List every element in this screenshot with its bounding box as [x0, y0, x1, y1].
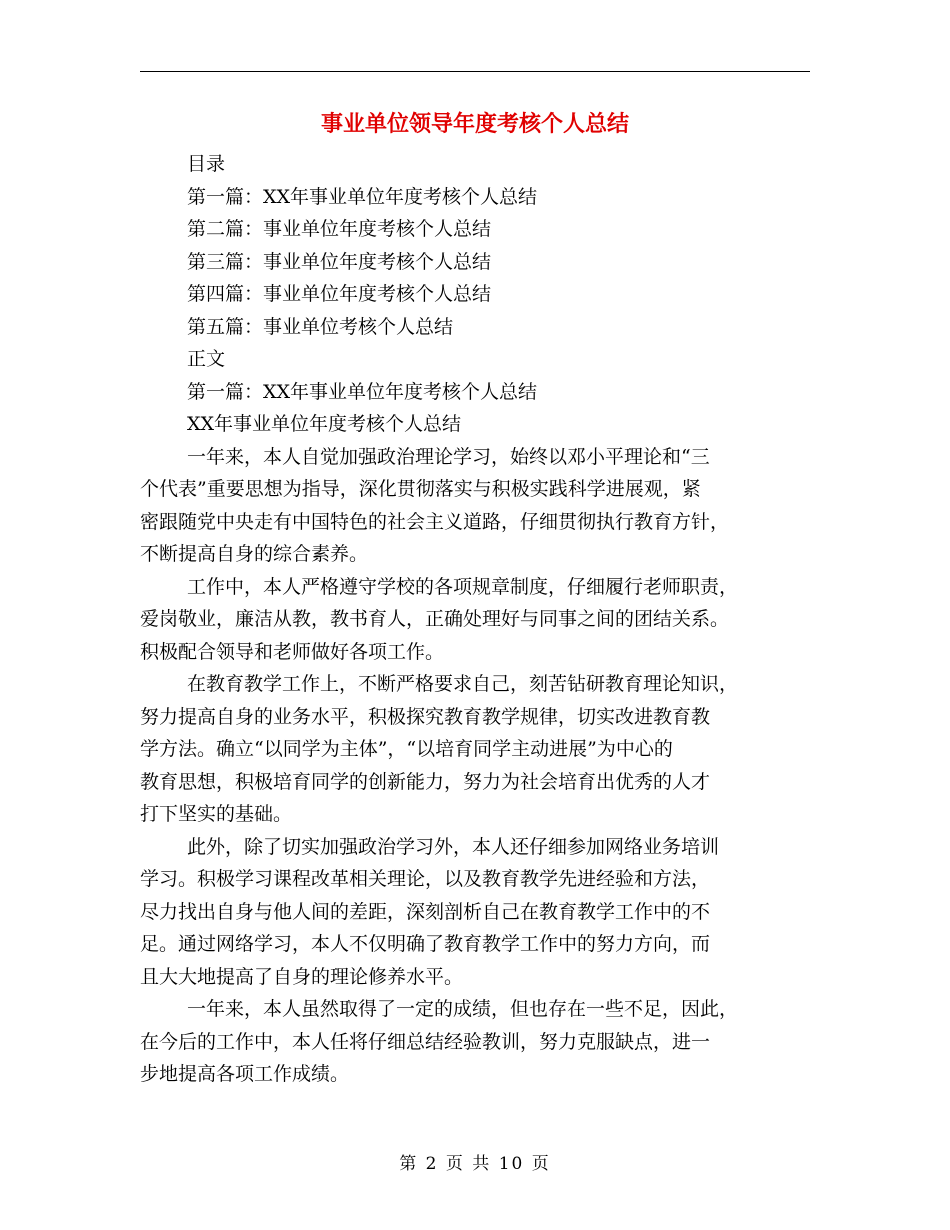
toc-item: 第四篇：事业单位年度考核个人总结 [187, 283, 492, 305]
toc-item: 第二篇：事业单位年度考核个人总结 [187, 218, 492, 240]
paragraph-line: 步地提高各项工作成绩。 [140, 1063, 350, 1085]
paragraph [140, 831, 810, 994]
paragraph-line: 不断提高自身的综合素养。 [140, 543, 369, 565]
paragraph-line: 学方法。确立“以同学为主体”，“以培育同学主动进展”为中心的 [140, 738, 673, 760]
toc-item: 第五篇：事业单位考核个人总结 [187, 315, 454, 338]
toc-item: 第一篇：XX年事业单位年度考核个人总结 [187, 185, 538, 208]
paragraph-line: 此外，除了切实加强政治学习外，本人还仔细参加网络业务培训 [187, 835, 720, 858]
paragraph-line: 足。通过网络学习，本人不仅明确了教育教学工作中的努力方向，而 [140, 933, 711, 955]
document-title: 事业单位领导年度考核个人总结 [320, 111, 629, 137]
paragraph-line: 工作中，本人严格遵守学校的各项规章制度，仔细履行老师职责， [187, 575, 739, 598]
paragraph-line: 教育思想，积极培育同学的创新能力，努力为社会培育出优秀的人才 [140, 770, 711, 793]
paragraph-line: 尽力找出自身与他人间的差距，深刻剖析自己在教育教学工作中的不 [140, 900, 711, 923]
paragraph-line: 密跟随党中央走有中国特色的社会主义道路，仔细贯彻执行教育方针， [140, 510, 730, 533]
body-heading: 正文 [187, 348, 226, 370]
paragraph [140, 441, 810, 571]
paragraph [140, 993, 810, 1091]
page-number: 第 2 页 共 10 页 [399, 1154, 551, 1174]
paragraph-line: 在教育教学工作上，不断严格要求自己，刻苦钻研教育理论知识， [187, 673, 739, 695]
header-rule [140, 71, 810, 72]
toc-heading: 目录 [187, 153, 226, 175]
paragraph-line: 在今后的工作中，本人任将仔细总结经验教训，努力克服缺点，进一 [140, 1030, 711, 1053]
paragraph-line: 爱岗敬业，廉洁从教，教书育人，正确处理好与同事之间的团结关系。 [140, 608, 730, 630]
chapter-heading: 第一篇：XX年事业单位年度考核个人总结 [187, 380, 538, 403]
paragraph-line: 努力提高自身的业务水平，积极探究教育教学规律，切实改进教育教 [140, 705, 711, 728]
paragraph-line: 积极配合领导和老师做好各项工作。 [140, 640, 445, 663]
paragraph-line: 一年来，本人自觉加强政治理论学习，始终以邓小平理论和“三 [187, 445, 710, 468]
paragraph-line: 打下坚实的基础。 [140, 803, 293, 825]
toc-item: 第三篇：事业单位年度考核个人总结 [187, 250, 492, 273]
paragraph [140, 571, 810, 669]
paragraph-line: 且大大地提高了自身的理论修养水平。 [140, 965, 464, 988]
document-body [140, 148, 810, 1091]
chapter-subtitle: XX年事业单位年度考核个人总结 [187, 413, 462, 435]
paragraph-line: 学习。积极学习课程改革相关理论，以及教育教学先进经验和方法， [140, 868, 711, 890]
paragraph-line: 一年来，本人虽然取得了一定的成绩，但也存在一些不足，因此， [187, 998, 739, 1020]
paragraph-line: 个代表”重要思想为指导，深化贯彻落实与积极实践科学进展观，紧 [140, 478, 701, 500]
paragraph [140, 668, 810, 831]
